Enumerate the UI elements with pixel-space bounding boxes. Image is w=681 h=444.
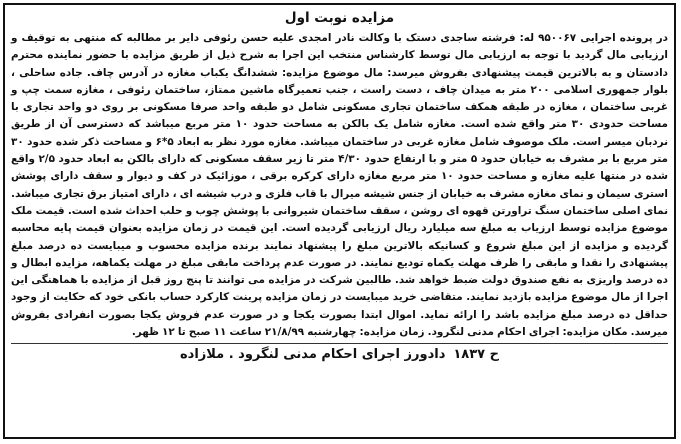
footer-divider bbox=[11, 343, 668, 344]
auction-notice bbox=[3, 3, 676, 439]
notice-signature: دادورز اجرای احکام مدنی لنگرود . ملازاده bbox=[179, 347, 446, 363]
notice-body: در پرونده اجرایی ۹۵۰۰۶۷ له: فرشته ساجدی دستک با وکالت نادر امجدی علیه حسن رئوفی دایر بر مطالبه که منتهی به توقیف و ارزیابی مال گردید با توجه به ارزیابی مال توسط کارشناس منتخب این اجرا به شرح ذیل از طریق مزایده با حضور نماینده محترم دادستان و به بالاترین قیمت پیشنهادی بفروش میرسد: مال موضوع مزایده: ششدانگ یکباب مغازه در آدرس چاف. جاده ساحلی ، بلوار جمهوری اسلامی ۲۰۰ متر به میدان چاف ، دست راست ، جنب تعمیرگاه ماشین ممتاز، ساختمان رئوفی ، مغازه سمت چپ و غربی ساختمان ، مغازه در طبقه همکف ساختمان تجاری مسکونی شامل دو طبقه واحد صرفا مسکونی بر روی دو واحد تجاری با مساحت حدودی ۳۰ متر واقع شده است. مغازه شامل یک بالکن به مساحت حدود ۱۰ متر مربع میباشد که دسترسی آن از طریق نردبان میسر است. ملک موصوف شامل مغازه غربی در ساختمان میباشد. مغازه مورد نظر به ابعاد ۵*۶ و مساحت ذکر شده حدود ۳۰ متر مربع با بر مشرف به خیابان حدود ۵ متر و با ارتفاع حدود ۴/۳۰ متر تا زیر سقف مسکونی که دارای بالکن به ابعاد حدود ۲/۵ واقع شده در منتها علیه مغازه و مساحت حدود ۱۰ متر مربع مغازه دارای کرکره برقی ، موزائیک در کف و دیوار و سقف دارای پوشش استری سیمان و نمای مغازه مشرف به خیابان از جنس شیشه میرال با قاب فلزی و درب شیشه ای ، دارای امتیاز برق تجاری میباشد. نمای اصلی ساختمان سنگ تراورتن قهوه ای روشن ، سقف ساختمان شیروانی با پوشش چوب و حلب احداث شده است. قیمت ملک موضوع مزایده توسط ارزیاب به مبلغ سه میلیارد ریال ارزیابی گردیده است. این قیمت در زمان مزایده بعنوان قیمت پایه محاسبه گردیده و مزایده از این مبلغ شروع و کسانیکه بالاترین مبلغ را پیشنهاد نمایند برنده مزایده محسوب و میبایست ده درصد مبلغ پیشنهادی را نقدا و مابقی را ظرف مهلت یکماه تودیع نمایند. در صورت عدم پرداخت مابقی مبلغ در مهلت یکماهه، مزایده ابطال و ده درصد واریزی به نفع صندوق دولت ضبط خواهد شد. طالبین شرکت در مزایده می توانند تا پنج روز قبل از مزایده با هماهنگی این اجرا از مال موضوع مزایده بازدید نمایند. متقاضی خرید میبایست در زمان مزایده پرینت کارکرد حساب بانکی خود که حکایت از وجود حداقل ده درصد مبلغ مزایده باشد را ارائه نماید. اموال ابتدا بصورت یکجا و در صورت عدم فروش یکجا بصورت انفرادی بفروش میرسد. مکان مزایده: اجرای احکام مدنی لنگرود. زمان مزایده: چهارشنبه ۲۱/۸/۹۹ ساعت ۱۱ صبح تا ۱۲ ظهر. bbox=[11, 32, 668, 339]
notice-title: مزایده نوبت اول bbox=[284, 10, 395, 26]
notice-footer bbox=[11, 346, 668, 364]
notice-code: ح ۱۸۳۷ bbox=[453, 347, 500, 363]
